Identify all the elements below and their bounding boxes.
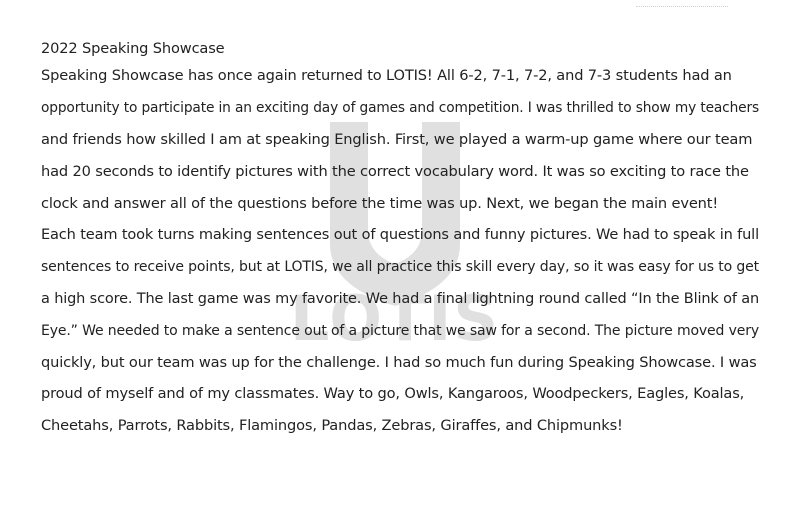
body-line: proud of myself and of my classmates. Way to go, Owls, Kangaroos, Woodpeckers, Eagles, Koalas, — [41, 385, 745, 403]
body-line: Eye.” We needed to make a sentence out of a picture that we saw for a second. The picture moved very — [41, 321, 760, 339]
body-line: Each team took turns making sentences out of questions and funny pictures. We had to speak in full — [41, 226, 759, 244]
body-line: had 20 seconds to identify pictures with the correct vocabulary word. It was so exciting to race the — [41, 162, 749, 180]
body-line: sentences to receive points, but at LOTIS, we all practice this skill every day, so it was easy for us to get — [41, 258, 759, 276]
body-line: Speaking Showcase has once again returned to LOTIS! All 6-2, 7-1, 7-2, and 7-3 students had an — [41, 67, 732, 85]
body-line: opportunity to participate in an exciting day of games and competition. I was thrilled to show my teachers — [41, 99, 759, 117]
article — [41, 38, 759, 442]
article-body — [41, 60, 759, 442]
body-line: Cheetahs, Parrots, Rabbits, Flamingos, Pandas, Zebras, Giraffes, and Chipmunks! — [41, 417, 623, 435]
body-line: and friends how skilled I am at speaking English. First, we played a warm-up game where our team — [41, 130, 753, 148]
watermark-text: LOTIS — [289, 282, 501, 348]
body-line: a high score. The last game was my favorite. We had a final lightning round called “In the Blink of an — [41, 289, 760, 307]
top-divider — [636, 0, 728, 7]
article-title: 2022 Speaking Showcase — [41, 40, 225, 57]
body-line: clock and answer all of the questions before the time was up. Next, we began the main event! — [41, 194, 719, 212]
body-line: quickly, but our team was up for the challenge. I had so much fun during Speaking Showcase. I was — [41, 353, 757, 371]
